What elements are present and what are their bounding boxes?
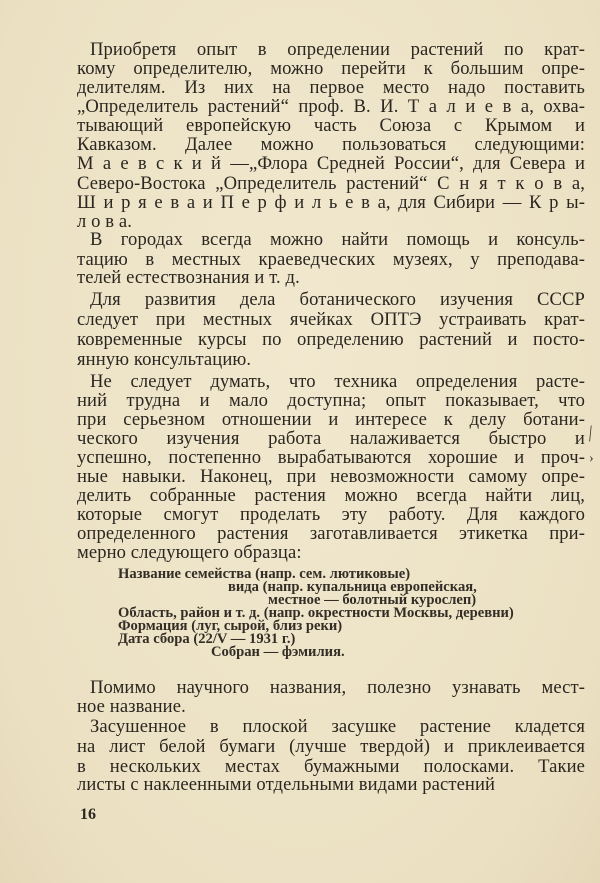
- text-line: Помимо научного названия, полезно узнавать мест-: [90, 677, 585, 698]
- text-line: делителям. Из них на первое место надо поставить: [77, 77, 585, 98]
- text-line: следует при местных ячейках ОПТЭ устраивать крат-: [77, 309, 585, 330]
- text-line: ковременные курсы по определению растений и посто-: [77, 329, 585, 350]
- text-line: Приобретя опыт в определении растений по крат-: [90, 39, 585, 60]
- text-line: Для развития дела ботанического изучения СССР: [90, 289, 585, 310]
- text-line: ческого изучения работа налаживается быстро и: [77, 428, 585, 449]
- pencil-mark: ›: [589, 451, 594, 466]
- text-line: Северо-Востока „Определитель растений“ С н я т к о в а,: [77, 173, 585, 194]
- page-number: 16: [80, 806, 96, 823]
- text-line: М а е в с к и й —„Флора Средней России“, для Севера и: [77, 153, 585, 174]
- text-line: на лист белой бумаги (лучше твердой) и приклеивается: [77, 736, 585, 757]
- text-line: ний трудна и мало доступна; опыт показывает, что: [77, 390, 585, 411]
- text-line: кому определителю, можно перейти к большим опре-: [77, 58, 585, 79]
- text-line: В городах всегда можно найти помощь и консуль-: [90, 229, 585, 250]
- text-line: ное название.: [77, 696, 186, 717]
- text-line: Не следует думать, что техника определения расте-: [90, 371, 585, 392]
- text-line: которые смогут проделать эту работу. Для каждого: [77, 504, 585, 525]
- label-sample-line: вида (напр. купальница европейская,: [228, 579, 477, 595]
- text-line: Кавказом. Далее можно пользоваться следующими:: [77, 134, 585, 155]
- pencil-mark: ⁄: [583, 423, 598, 445]
- label-sample-line: Дата сбора (22/V — 1931 г.): [118, 631, 296, 647]
- text-line: мерно следующего образца:: [77, 542, 302, 563]
- text-line: успешно, постепенно вырабатываются хорошие и проч-: [77, 447, 585, 468]
- text-line: „Определитель растений“ проф. В. И. Т а л и е в а, охва-: [77, 96, 585, 117]
- text-line: определенного растения заготавливается этикетка при-: [77, 523, 585, 544]
- label-sample-line: Область, район и т. д. (напр. окрестности Москвы, деревни): [118, 605, 514, 621]
- text-line: ные навыки. Наконец, при невозможности самому опре-: [77, 466, 585, 487]
- text-line: телей естествознания и т. д.: [77, 267, 300, 288]
- label-sample-line: Формация (луг, сырой, близ реки): [118, 618, 343, 634]
- text-line: тацию в местных краеведческих музеях, у преподава-: [77, 249, 585, 270]
- text-line: л о в а.: [77, 211, 133, 232]
- label-sample-line: Собран — фэмилия.: [211, 644, 345, 660]
- label-sample-line: Название семейства (напр. сем. лютиковые): [118, 566, 411, 582]
- text-line: листы с наклеенными отдельными видами растений: [77, 774, 496, 795]
- text-line: делить собранные растения можно всегда найти лиц,: [77, 485, 585, 506]
- text-line: в нескольких местах бумажными полосками. Такие: [77, 756, 585, 777]
- text-line: при серьезном отношении и интересе к делу ботани-: [77, 409, 585, 430]
- text-line: Ш и р я е в а и П е р ф и л ь е в а, для Сибири — К р ы-: [77, 192, 585, 213]
- text-line: янную консультацию.: [77, 349, 252, 370]
- label-sample-line: местное — болотный курослеп): [268, 592, 477, 608]
- text-line: тывающий европейскую часть Союза с Крымом и: [77, 115, 585, 136]
- text-line: Засушенное в плоской засушке растение кладется: [90, 716, 585, 737]
